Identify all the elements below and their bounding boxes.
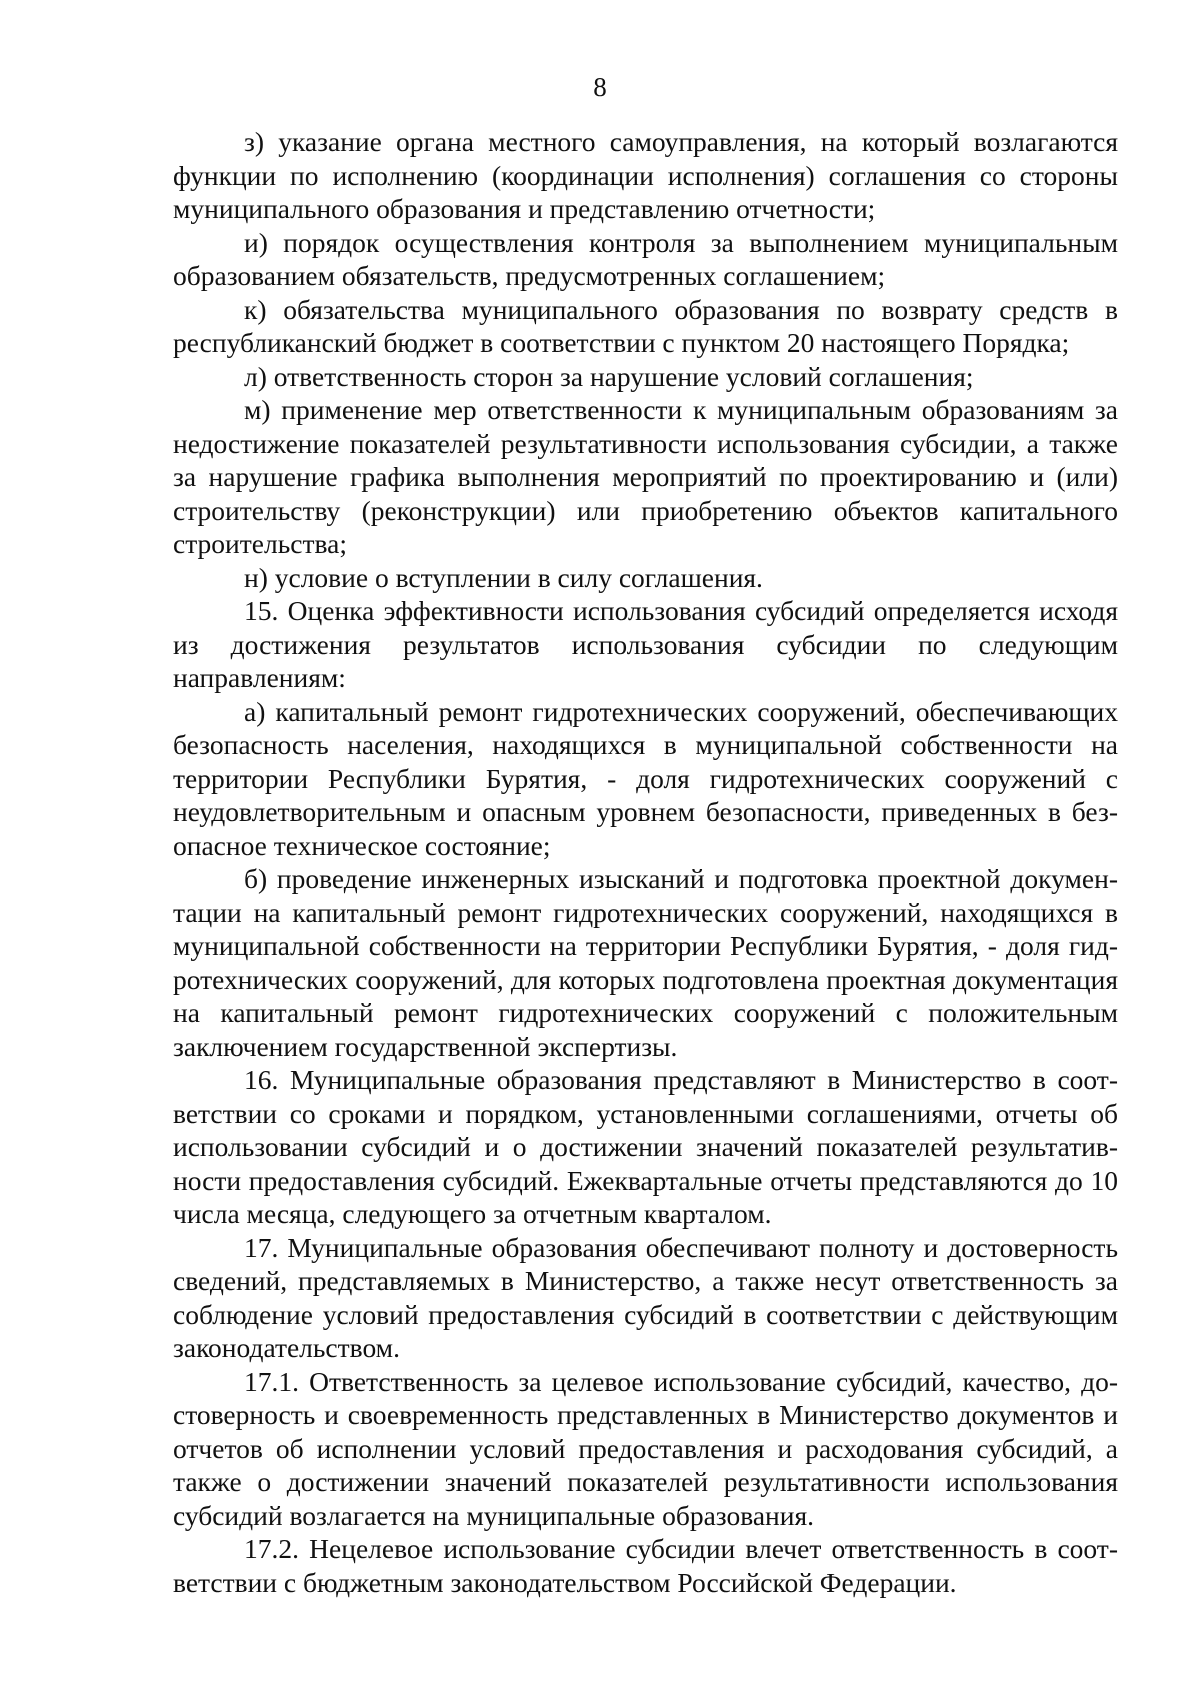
paragraph-item-k: к) обязательства муниципального образования по возврату средств в республиканский бюджет в соответствии с пунктом 20 настоящего Порядка; bbox=[173, 293, 1118, 358]
paragraph-clause-17-2: 17.2. Нецелевое использование субсидии влечет ответственность в соответствии с бюджетным законодательством Российской Федерации. bbox=[173, 1533, 1118, 1598]
paragraph-clause-15-a: а) капитальный ремонт гидротехнических сооружений, обеспечивающих безопасность населения, находящихся в муниципальной собственности на территории Республики Бурятия, - доля гидротехнических сооружений с неудовлетворительным и опасным уровнем безопасности, приведенных в безопасное техническое состояние; bbox=[173, 695, 1118, 861]
paragraph-item-n: н) условие о вступлении в силу соглашения. bbox=[244, 561, 763, 593]
paragraph-clause-15: 15. Оценка эффективности использования субсидий определяется исходя из достижения результатов использования субсидии по следующим направлениям: bbox=[173, 595, 1118, 693]
document-body bbox=[173, 125, 1118, 1599]
paragraph-clause-17-1: 17.1. Ответственность за целевое использование субсидий, качество, достоверность и своевременность представленных в Министерство документов и отчетов об исполнении условий предоставления и расходования субсидий, а также о достижении значений показателей результативности использования субсидий возлагается на муниципальные образования. bbox=[173, 1365, 1118, 1531]
paragraph-clause-15-b: б) проведение инженерных изысканий и подготовка проектной документации на капитальный ремонт гидротехнических сооружений, находящихся в муниципальной собственности на территории Республики Бурятия, - доля гидротехнических сооружений, для которых подготовлена проектная документация на капитальный ремонт гидротехнических сооружений с положительным заключением государственной экспертизы. bbox=[173, 863, 1118, 1062]
paragraph-clause-17: 17. Муниципальные образования обеспечивают полноту и достоверность сведений, представляемых в Министерство, а также несут ответственность за соблюдение условий предоставления субсидий в соответствии с действующим законодательством. bbox=[173, 1231, 1118, 1363]
paragraph-item-i: и) порядок осуществления контроля за выполнением муниципальным образованием обязательств, предусмотренных соглашением; bbox=[173, 226, 1118, 291]
paragraph-clause-16: 16. Муниципальные образования представляют в Министерство в соответствии со сроками и порядком, установленными соглашениями, отчеты об использовании субсидий и о достижении значений показателей результативности предоставления субсидий. Ежеквартальные отчеты представляются до 10 числа месяца, следующего за отчетным кварталом. bbox=[173, 1064, 1118, 1229]
paragraph-item-l: л) ответственность сторон за нарушение условий соглашения; bbox=[244, 360, 974, 392]
paragraph-item-z: з) указание органа местного самоуправления, на который возлагаются функции по исполнению (координации исполнения) соглашения со стороны муниципального образования и представлению отчетности; bbox=[173, 126, 1118, 224]
page-number: 8 bbox=[593, 72, 607, 102]
paragraph-item-m: м) применение мер ответственности к муниципальным образованиям за недостижение показателей результативности использования субсидии, а также за нарушение графика выполнения мероприятий по проектированию и (или) строительству (реконструкции) или приобретению объектов капитального строительства; bbox=[173, 394, 1118, 559]
